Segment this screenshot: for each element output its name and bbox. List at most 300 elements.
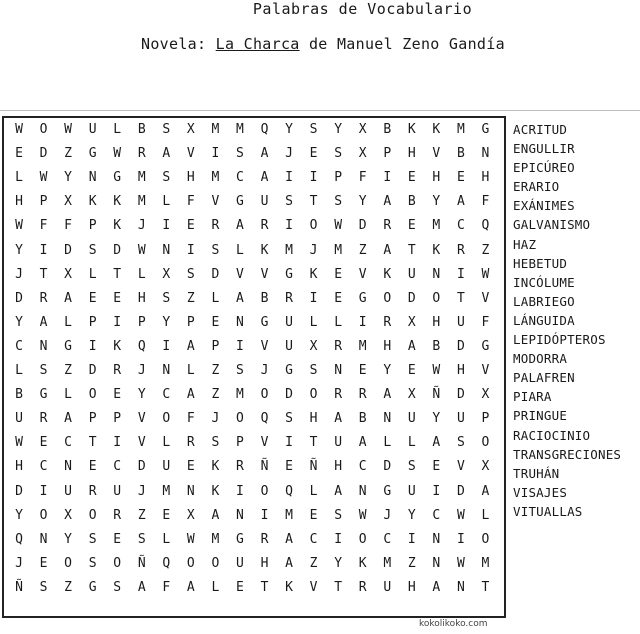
grid-cell: R xyxy=(383,218,392,234)
grid-cell: S xyxy=(39,363,48,378)
grid-cell: U xyxy=(407,266,416,282)
grid-row xyxy=(4,263,504,287)
grid-cell: C xyxy=(432,507,441,523)
grid-cell: B xyxy=(407,194,416,210)
grid-cell: A xyxy=(334,483,343,499)
grid-cell: L xyxy=(236,242,244,258)
grid-cell: V xyxy=(260,338,269,354)
grid-cell: A xyxy=(162,146,171,162)
grid-row xyxy=(4,552,504,576)
grid-cell: W xyxy=(39,170,48,186)
grid-cell: Ñ xyxy=(432,387,441,403)
grid-cell: O xyxy=(211,555,220,571)
grid-cell: R xyxy=(260,531,269,547)
grid-cell: I xyxy=(39,242,48,258)
grid-cell: V xyxy=(481,363,490,378)
grid-cell: X xyxy=(358,146,367,162)
grid-cell: Z xyxy=(309,555,318,571)
word-list-item: GALVANISMO xyxy=(513,217,591,233)
grid-cell: U xyxy=(64,483,72,499)
grid-cell: L xyxy=(383,435,392,451)
grid-cell: K xyxy=(113,218,122,234)
grid-cell: S xyxy=(162,170,171,186)
grid-cell: U xyxy=(236,555,244,571)
word-list-item: HEBETUD xyxy=(513,255,568,271)
grid-cell: I xyxy=(285,218,293,234)
grid-cell: E xyxy=(285,459,293,475)
grid-cell: O xyxy=(64,555,72,571)
grid-row xyxy=(4,480,504,504)
grid-cell: H xyxy=(260,555,269,571)
grid-cell: P xyxy=(236,435,244,451)
grid-cell: O xyxy=(358,531,367,547)
grid-cell: M xyxy=(236,387,244,403)
grid-cell: C xyxy=(383,531,392,547)
grid-cell: M xyxy=(481,555,490,571)
grid-cell: H xyxy=(15,194,23,210)
grid-cell: M xyxy=(285,507,293,523)
grid-cell: C xyxy=(358,459,367,475)
grid-cell: P xyxy=(88,411,97,427)
grid-cell: U xyxy=(456,314,465,330)
grid-cell: A xyxy=(236,290,244,306)
grid-cell: S xyxy=(236,363,244,378)
grid-cell: T xyxy=(407,242,416,258)
grid-cell: R xyxy=(383,314,392,330)
grid-cell: L xyxy=(88,266,97,282)
grid-cell: R xyxy=(137,146,146,162)
grid-cell: N xyxy=(64,459,72,475)
grid-cell: L xyxy=(186,363,195,378)
grid-cell: R xyxy=(260,218,269,234)
grid-cell: O xyxy=(113,555,122,571)
word-search-grid xyxy=(2,116,506,618)
grid-cell: I xyxy=(260,507,269,523)
grid-cell: Q xyxy=(137,338,146,354)
grid-cell: X xyxy=(64,507,72,523)
grid-cell: R xyxy=(334,338,343,354)
grid-cell: V xyxy=(481,290,490,306)
grid-cell: U xyxy=(285,314,293,330)
grid-cell: P xyxy=(334,170,343,186)
grid-cell: F xyxy=(358,170,367,186)
grid-cell: E xyxy=(113,290,122,306)
grid-cell: O xyxy=(481,435,490,451)
grid-cell: P xyxy=(88,218,97,234)
grid-cell: E xyxy=(309,507,318,523)
grid-cell: M xyxy=(358,338,367,354)
grid-cell: E xyxy=(186,459,195,475)
grid-cell: L xyxy=(162,435,171,451)
grid-cell: K xyxy=(260,242,269,258)
grid-cell: W xyxy=(15,435,23,451)
grid-cell: H xyxy=(407,146,416,162)
grid-cell: E xyxy=(309,146,318,162)
grid-cell: F xyxy=(481,314,490,330)
grid-cell: N xyxy=(432,266,441,282)
grid-cell: U xyxy=(162,459,171,475)
grid-cell: O xyxy=(260,483,269,499)
grid-cell: E xyxy=(407,218,416,234)
grid-cell: P xyxy=(211,338,220,354)
grid-cell: D xyxy=(407,290,416,306)
grid-cell: H xyxy=(137,290,146,306)
word-list-item: ENGULLIR xyxy=(513,141,575,157)
grid-cell: A xyxy=(407,338,416,354)
grid-cell: E xyxy=(432,459,441,475)
divider-line xyxy=(0,110,640,111)
grid-cell: E xyxy=(88,459,97,475)
grid-cell: A xyxy=(383,387,392,403)
grid-cell: S xyxy=(334,194,343,210)
grid-cell: T xyxy=(88,435,97,451)
grid-cell: W xyxy=(186,531,195,547)
grid-cell: U xyxy=(334,435,343,451)
grid-cell: J xyxy=(285,146,293,162)
grid-row xyxy=(4,335,504,359)
grid-cell: L xyxy=(211,579,220,595)
grid-row xyxy=(4,407,504,431)
word-list-item: RACIOCINIO xyxy=(513,427,591,443)
grid-cell: L xyxy=(162,531,171,547)
grid-cell: K xyxy=(309,266,318,282)
grid-cell: V xyxy=(211,194,220,210)
grid-cell: S xyxy=(334,507,343,523)
grid-cell: N xyxy=(334,363,343,378)
grid-cell: S xyxy=(285,411,293,427)
grid-cell: V xyxy=(260,266,269,282)
grid-cell: E xyxy=(334,266,343,282)
grid-cell: D xyxy=(15,483,23,499)
grid-cell: X xyxy=(358,122,367,137)
grid-cell: K xyxy=(383,266,392,282)
grid-cell: C xyxy=(456,218,465,234)
grid-cell: N xyxy=(481,146,490,162)
grid-cell: M xyxy=(211,122,220,137)
grid-cell: E xyxy=(334,290,343,306)
grid-cell: B xyxy=(456,146,465,162)
grid-cell: N xyxy=(186,483,195,499)
book-title: La Charca xyxy=(215,35,300,53)
grid-cell: Ñ xyxy=(15,579,23,595)
grid-cell: R xyxy=(39,290,48,306)
grid-cell: Ñ xyxy=(137,555,146,571)
grid-cell: B xyxy=(383,122,392,137)
grid-cell: A xyxy=(137,579,146,595)
grid-cell: W xyxy=(334,218,343,234)
grid-cell: G xyxy=(481,338,490,354)
grid-cell: E xyxy=(88,290,97,306)
word-list-item: LÁNGUIDA xyxy=(513,312,575,328)
grid-cell: P xyxy=(39,194,48,210)
grid-cell: H xyxy=(456,363,465,378)
grid-cell: L xyxy=(15,363,23,378)
grid-row xyxy=(4,118,504,142)
grid-cell: X xyxy=(407,314,416,330)
grid-cell: I xyxy=(456,266,465,282)
subtitle-prefix: Novela: xyxy=(141,35,216,53)
grid-row xyxy=(4,455,504,479)
grid-cell: Q xyxy=(481,218,490,234)
grid-cell: W xyxy=(456,507,465,523)
grid-cell: S xyxy=(88,531,97,547)
grid-cell: J xyxy=(137,363,146,378)
grid-cell: Y xyxy=(334,555,343,571)
grid-cell: R xyxy=(211,218,220,234)
grid-cell: A xyxy=(285,531,293,547)
grid-cell: N xyxy=(236,314,244,330)
grid-cell: A xyxy=(39,314,48,330)
word-list-item: TRUHÁN xyxy=(513,465,560,481)
grid-cell: D xyxy=(383,459,392,475)
grid-cell: E xyxy=(186,218,195,234)
grid-cell: W xyxy=(64,122,72,137)
grid-cell: M xyxy=(456,122,465,137)
word-list-item: PALAFREN xyxy=(513,370,575,386)
grid-cell: N xyxy=(236,507,244,523)
grid-cell: X xyxy=(162,266,171,282)
subtitle-suffix: de Manuel Zeno Gandía xyxy=(299,35,505,53)
grid-cell: D xyxy=(456,483,465,499)
grid-cell: M xyxy=(285,242,293,258)
grid-cell: Y xyxy=(15,507,23,523)
grid-cell: L xyxy=(211,290,220,306)
grid-cell: R xyxy=(113,507,122,523)
grid-cell: Y xyxy=(383,363,392,378)
grid-cell: W xyxy=(15,218,23,234)
grid-cell: D xyxy=(15,290,23,306)
grid-cell: O xyxy=(88,387,97,403)
grid-cell: A xyxy=(236,218,244,234)
grid-cell: U xyxy=(15,411,23,427)
grid-cell: Q xyxy=(260,122,269,137)
grid-cell: C xyxy=(113,459,122,475)
grid-cell: U xyxy=(407,483,416,499)
grid-cell: A xyxy=(383,242,392,258)
grid-cell: Q xyxy=(260,411,269,427)
grid-cell: A xyxy=(358,435,367,451)
word-list-item: EPICÚREO xyxy=(513,160,575,176)
grid-cell: R xyxy=(456,242,465,258)
grid-cell: Y xyxy=(15,314,23,330)
grid-cell: Z xyxy=(407,555,416,571)
grid-cell: W xyxy=(432,363,441,378)
grid-cell: Q xyxy=(285,483,293,499)
grid-cell: G xyxy=(236,194,244,210)
grid-cell: D xyxy=(211,266,220,282)
grid-cell: P xyxy=(186,314,195,330)
grid-cell: O xyxy=(260,387,269,403)
grid-cell: R xyxy=(358,387,367,403)
grid-cell: Y xyxy=(64,170,72,186)
grid-cell: T xyxy=(260,579,269,595)
grid-cell: S xyxy=(236,146,244,162)
grid-cell: R xyxy=(334,387,343,403)
grid-cell: I xyxy=(113,435,122,451)
grid-cell: H xyxy=(407,579,416,595)
grid-cell: G xyxy=(383,483,392,499)
grid-cell: E xyxy=(236,579,244,595)
grid-cell: A xyxy=(383,194,392,210)
grid-cell: L xyxy=(15,170,23,186)
grid-cell: J xyxy=(260,363,269,378)
grid-cell: O xyxy=(88,507,97,523)
grid-cell: W xyxy=(137,242,146,258)
grid-row xyxy=(4,287,504,311)
grid-cell: K xyxy=(432,242,441,258)
grid-cell: V xyxy=(358,266,367,282)
grid-cell: S xyxy=(407,459,416,475)
grid-cell: K xyxy=(407,122,416,137)
grid-cell: T xyxy=(334,579,343,595)
grid-cell: Y xyxy=(407,507,416,523)
grid-cell: A xyxy=(481,483,490,499)
grid-cell: W xyxy=(15,122,23,137)
grid-cell: B xyxy=(137,122,146,137)
grid-cell: L xyxy=(137,266,146,282)
page-title: Palabras de Vocabulario xyxy=(252,0,473,18)
grid-cell: P xyxy=(113,411,122,427)
grid-cell: W xyxy=(481,266,490,282)
grid-cell: X xyxy=(481,387,490,403)
grid-cell: R xyxy=(358,579,367,595)
grid-cell: I xyxy=(309,290,318,306)
word-list-item: LABRIEGO xyxy=(513,293,575,309)
grid-cell: S xyxy=(137,531,146,547)
word-list-item: EXÁNIMES xyxy=(513,198,575,214)
grid-cell: I xyxy=(407,531,416,547)
grid-cell: U xyxy=(260,194,269,210)
grid-cell: J xyxy=(309,242,318,258)
grid-cell: I xyxy=(113,314,122,330)
grid-row xyxy=(4,166,504,190)
grid-cell: X xyxy=(481,459,490,475)
grid-cell: N xyxy=(39,531,48,547)
grid-cell: Z xyxy=(358,242,367,258)
grid-cell: N xyxy=(432,531,441,547)
grid-cell: Y xyxy=(15,242,23,258)
grid-cell: S xyxy=(186,266,195,282)
grid-cell: I xyxy=(285,435,293,451)
grid-cell: F xyxy=(39,218,48,234)
grid-cell: Q xyxy=(162,555,171,571)
grid-cell: I xyxy=(309,170,318,186)
grid-row xyxy=(4,504,504,528)
grid-cell: X xyxy=(64,194,72,210)
grid-cell: Y xyxy=(432,194,441,210)
grid-cell: C xyxy=(236,170,244,186)
grid-cell: I xyxy=(358,314,367,330)
grid-cell: S xyxy=(456,435,465,451)
grid-cell: U xyxy=(407,411,416,427)
grid-cell: K xyxy=(211,483,220,499)
grid-cell: P xyxy=(481,411,490,427)
grid-cell: U xyxy=(285,338,293,354)
grid-cell: T xyxy=(113,266,122,282)
grid-cell: I xyxy=(211,146,220,162)
grid-cell: Z xyxy=(137,507,146,523)
grid-cell: U xyxy=(383,579,392,595)
grid-cell: V xyxy=(137,411,146,427)
grid-cell: C xyxy=(309,531,318,547)
grid-cell: G xyxy=(88,146,97,162)
grid-row xyxy=(4,359,504,383)
grid-cell: J xyxy=(211,411,220,427)
grid-cell: I xyxy=(432,483,441,499)
grid-cell: I xyxy=(285,170,293,186)
grid-cell: M xyxy=(137,194,146,210)
grid-cell: J xyxy=(383,507,392,523)
grid-cell: Y xyxy=(137,387,146,403)
grid-cell: C xyxy=(162,387,171,403)
grid-cell: M xyxy=(162,483,171,499)
grid-cell: R xyxy=(88,483,97,499)
grid-cell: Ñ xyxy=(309,459,318,475)
grid-cell: R xyxy=(113,363,122,378)
grid-cell: A xyxy=(456,194,465,210)
grid-cell: N xyxy=(39,338,48,354)
grid-cell: J xyxy=(15,555,23,571)
grid-cell: Y xyxy=(358,194,367,210)
grid-cell: G xyxy=(113,170,122,186)
word-list-item: INCÓLUME xyxy=(513,274,575,290)
grid-cell: I xyxy=(162,338,171,354)
grid-cell: I xyxy=(39,483,48,499)
grid-cell: V xyxy=(456,459,465,475)
grid-cell: N xyxy=(432,555,441,571)
grid-cell: U xyxy=(456,411,465,427)
grid-cell: O xyxy=(383,290,392,306)
grid-cell: N xyxy=(456,579,465,595)
grid-cell: A xyxy=(260,170,269,186)
grid-cell: O xyxy=(432,290,441,306)
grid-cell: L xyxy=(334,314,343,330)
grid-cell: J xyxy=(15,266,23,282)
grid-cell: H xyxy=(15,459,23,475)
grid-cell: Ñ xyxy=(260,459,269,475)
grid-cell: G xyxy=(64,338,72,354)
grid-cell: V xyxy=(236,266,244,282)
word-list-item: MODORRA xyxy=(513,351,568,367)
grid-cell: Y xyxy=(334,122,343,137)
grid-cell: L xyxy=(309,483,318,499)
grid-cell: T xyxy=(456,290,465,306)
grid-cell: A xyxy=(285,555,293,571)
grid-cell: O xyxy=(481,531,490,547)
grid-row xyxy=(4,431,504,455)
grid-cell: Z xyxy=(64,363,72,378)
grid-row xyxy=(4,383,504,407)
grid-cell: H xyxy=(334,459,343,475)
grid-cell: U xyxy=(113,483,122,499)
grid-cell: L xyxy=(113,122,122,137)
grid-cell: L xyxy=(64,387,72,403)
grid-cell: V xyxy=(309,579,318,595)
grid-cell: H xyxy=(186,170,195,186)
grid-cell: E xyxy=(456,170,465,186)
grid-cell: F xyxy=(64,218,72,234)
grid-cell: X xyxy=(186,122,195,137)
grid-cell: Y xyxy=(432,411,441,427)
word-list-item: ERARIO xyxy=(513,179,560,195)
grid-cell: B xyxy=(15,387,23,403)
grid-cell: D xyxy=(456,387,465,403)
grid-cell: T xyxy=(309,194,318,210)
grid-cell: I xyxy=(383,170,392,186)
grid-cell: S xyxy=(88,242,97,258)
grid-cell: K xyxy=(113,338,122,354)
grid-cell: G xyxy=(481,122,490,137)
